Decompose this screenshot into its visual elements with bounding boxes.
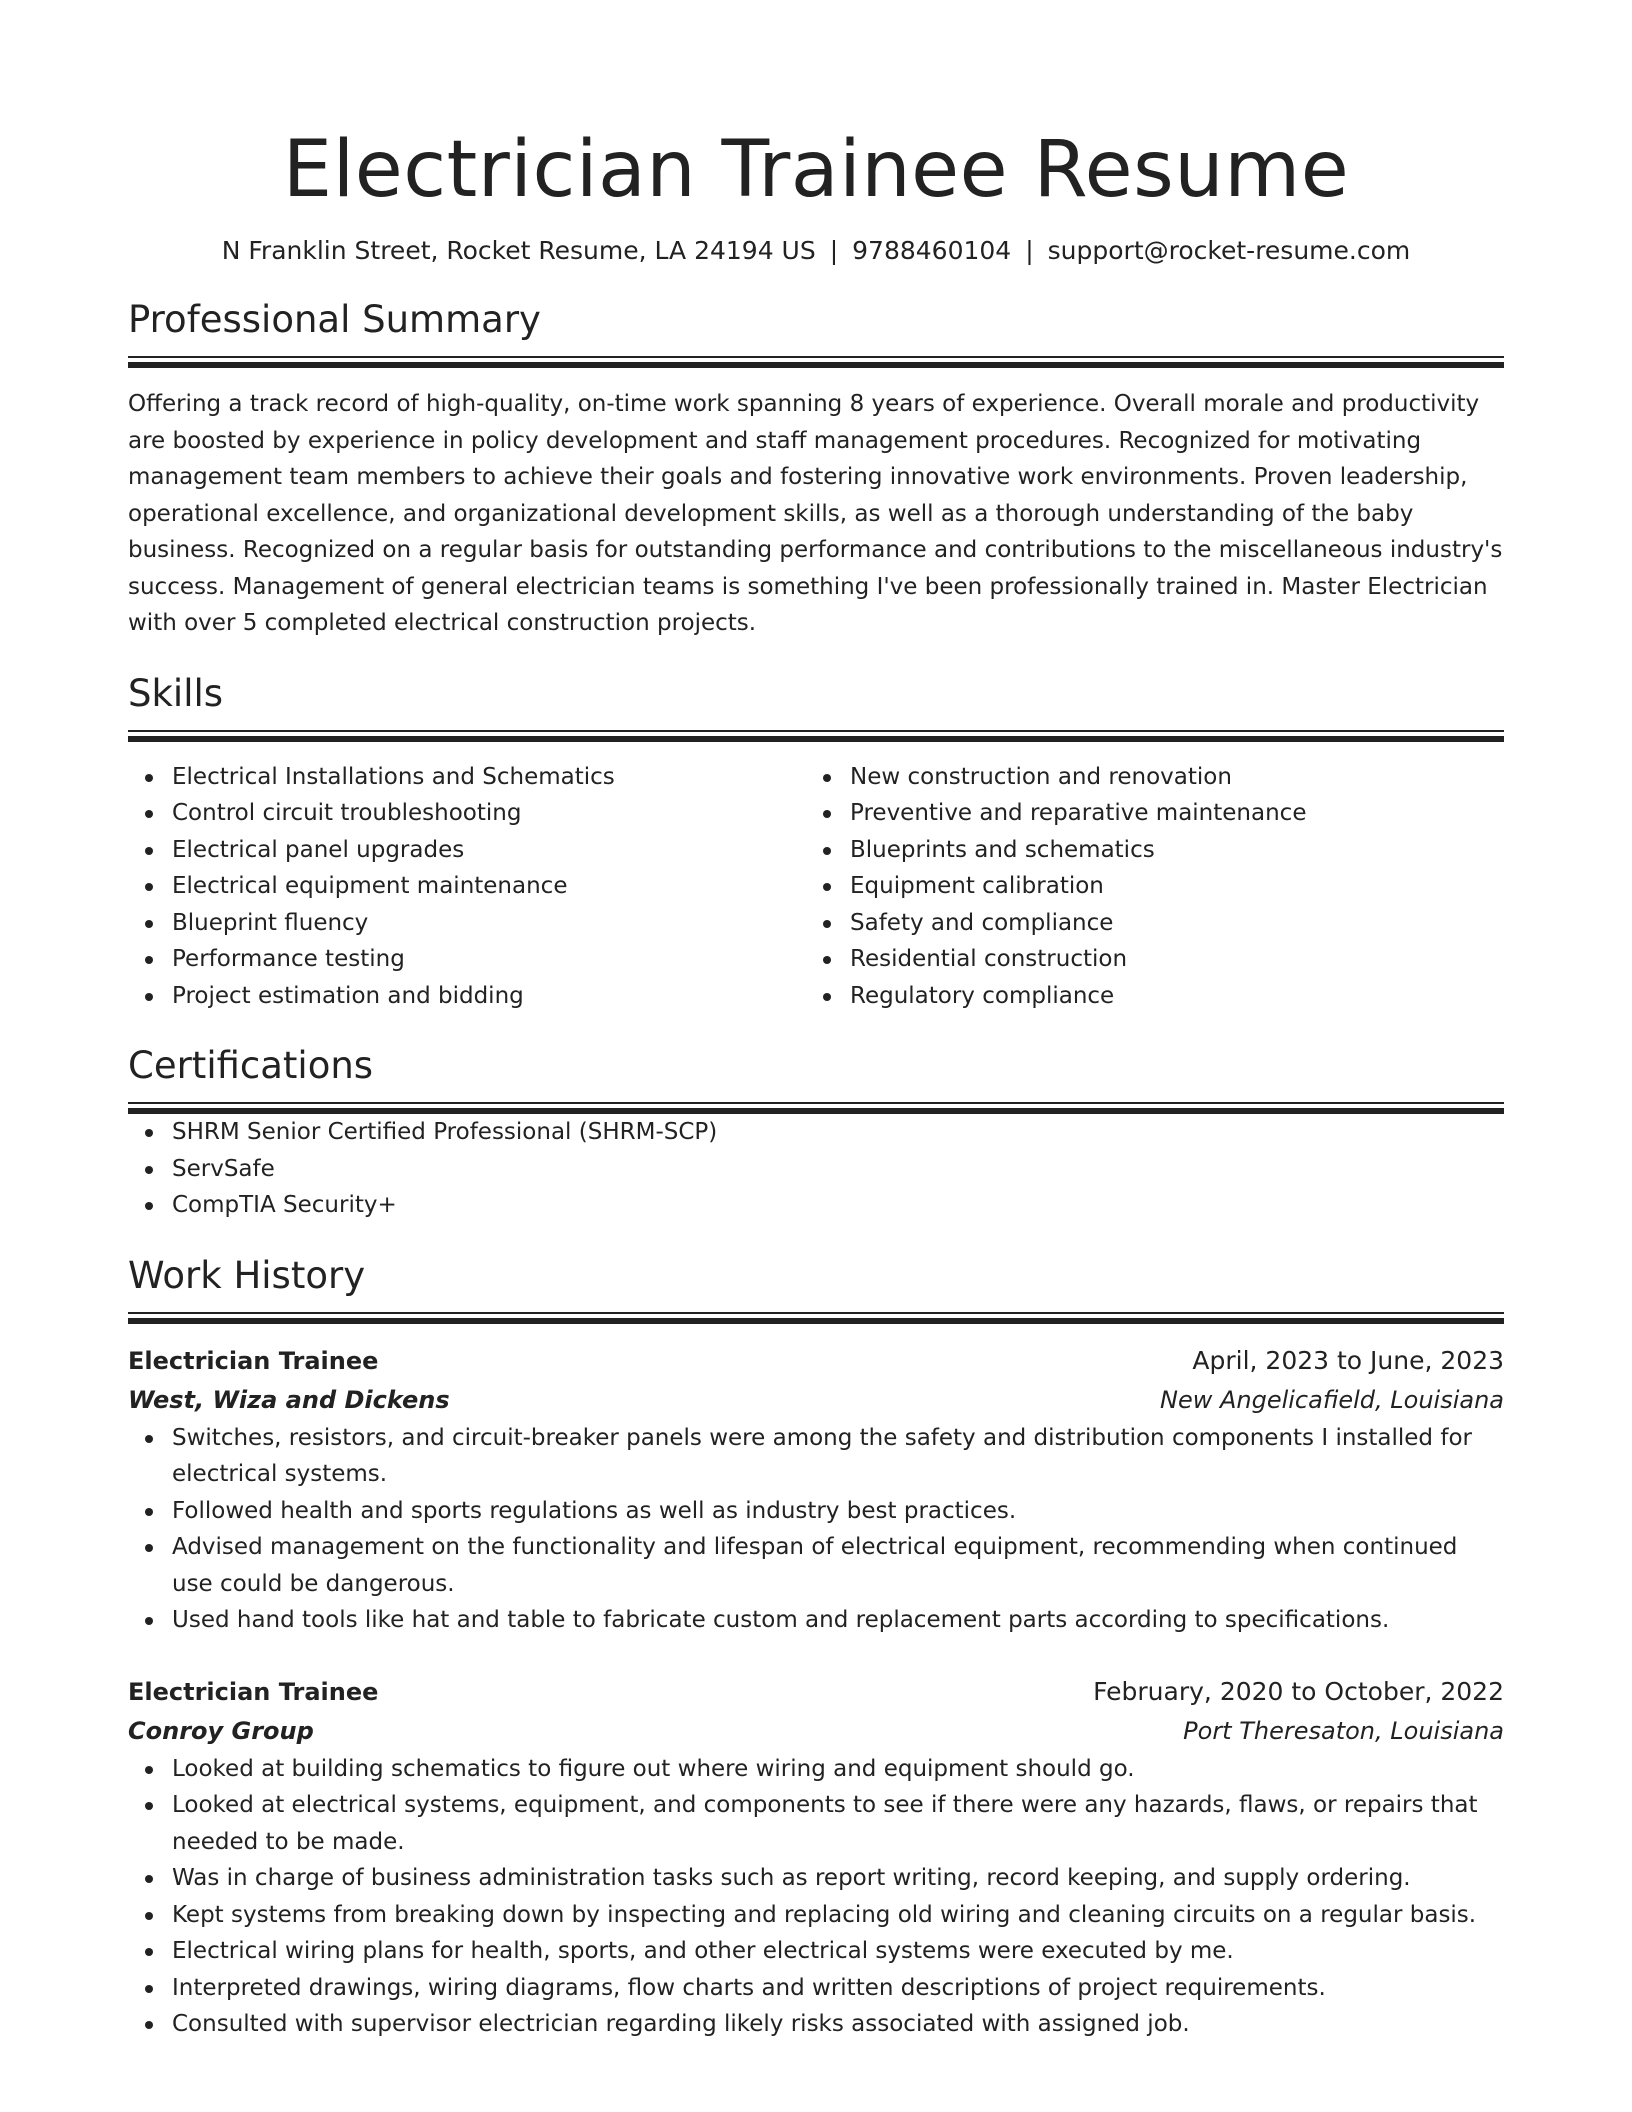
job-bullet-list xyxy=(128,1420,1504,1639)
skill-item: Project estimation and bidding xyxy=(172,978,806,1015)
section-divider xyxy=(128,1312,1504,1324)
skills-grid xyxy=(128,759,1504,1015)
job-location: New Angelicafield, Louisiana xyxy=(1159,1385,1504,1414)
contact-phone: 9788460104 xyxy=(852,236,1012,265)
skills-list-left xyxy=(128,759,806,1015)
certification-item: SHRM Senior Certified Professional (SHRM-SCP) xyxy=(172,1114,1504,1151)
job-header-row xyxy=(128,1673,1504,1711)
skills-column-left xyxy=(128,759,806,1015)
job-bullet: Kept systems from breaking down by inspecting and replacing old wiring and cleaning circuits on a regular basis. xyxy=(172,1897,1504,1934)
job-bullet: Electrical wiring plans for health, sports, and other electrical systems were executed by me. xyxy=(172,1933,1504,1970)
skill-item: Blueprint fluency xyxy=(172,905,806,942)
skill-item: Electrical Installations and Schematics xyxy=(172,759,806,796)
job-bullet: Was in charge of business administration tasks such as report writing, record keeping, and supply ordering. xyxy=(172,1860,1504,1897)
job-entry xyxy=(128,1673,1504,2043)
resume-title: Electrician Trainee Resume xyxy=(282,125,1350,215)
job-bullet: Interpreted drawings, wiring diagrams, flow charts and written descriptions of project requirements. xyxy=(172,1970,1504,2007)
skill-item: Electrical equipment maintenance xyxy=(172,868,806,905)
certifications-section xyxy=(128,1042,1504,1224)
skills-list-right xyxy=(806,759,1504,1015)
contact-separator: | xyxy=(829,236,839,265)
job-company-row xyxy=(128,1711,1504,1751)
job-location: Port Theresaton, Louisiana xyxy=(1183,1716,1504,1745)
skills-section xyxy=(128,670,1504,1015)
skill-item: Safety and compliance xyxy=(850,905,1504,942)
job-header-row xyxy=(128,1342,1504,1380)
section-divider xyxy=(128,730,1504,742)
section-title-skills: Skills xyxy=(128,671,224,715)
job-dates: February, 2020 to October, 2022 xyxy=(1093,1676,1504,1706)
skill-item: Blueprints and schematics xyxy=(850,832,1504,869)
contact-separator: | xyxy=(1025,236,1034,265)
job-bullet: Switches, resistors, and circuit-breaker panels were among the safety and distribution components I installed for electrical systems. xyxy=(172,1420,1504,1493)
work-history-section xyxy=(128,1252,1504,2043)
job-dates: April, 2023 to June, 2023 xyxy=(1192,1345,1504,1375)
section-title-summary: Professional Summary xyxy=(128,298,541,341)
job-bullet: Consulted with supervisor electrician regarding likely risks associated with assigned job. xyxy=(172,2006,1504,2043)
job-bullet: Used hand tools like hat and table to fabricate custom and replacement parts according to specifications. xyxy=(172,1602,1504,1639)
job-bullet: Followed health and sports regulations as well as industry best practices. xyxy=(172,1493,1504,1530)
skill-item: Residential construction xyxy=(850,941,1504,978)
certifications-list xyxy=(128,1114,1504,1224)
job-title: Electrician Trainee xyxy=(128,1677,379,1706)
skill-item: Performance testing xyxy=(172,941,806,978)
job-entry xyxy=(128,1342,1504,1639)
contact-address: N Franklin Street, Rocket Resume, LA 24194 US xyxy=(221,236,816,265)
certification-item: ServSafe xyxy=(172,1151,1504,1188)
skill-item: Control circuit troubleshooting xyxy=(172,795,806,832)
summary-text: Offering a track record of high-quality, on-time work spanning 8 years of experience. Overall morale and productivity are boosted by experience in policy development and staff management procedures. Recognized for motivating management team members to achieve their goals and fostering innovative work environments. Proven leadership, operational excellence, and organizational development skills, as well as a thorough understanding of the baby business. Recognized on a regular basis for outstanding performance and contributions to the miscellaneous industry's success. Management of general electrician teams is something I've been professionally trained in. Master Electrician with over 5 completed electrical construction projects. xyxy=(128,391,1503,636)
skill-item: New construction and renovation xyxy=(850,759,1504,796)
summary-section xyxy=(128,296,1504,642)
section-title-work-history: Work History xyxy=(128,1253,366,1297)
skill-item: Preventive and reparative maintenance xyxy=(850,795,1504,832)
job-bullet: Looked at electrical systems, equipment, and components to see if there were any hazards, flaws, or repairs that needed to be made. xyxy=(172,1787,1504,1860)
skill-item: Equipment calibration xyxy=(850,868,1504,905)
contact-line xyxy=(128,234,1504,268)
job-bullet: Looked at building schematics to figure out where wiring and equipment should go. xyxy=(172,1751,1504,1788)
job-bullet: Advised management on the functionality and lifespan of electrical equipment, recommending when continued use could be dangerous. xyxy=(172,1529,1504,1602)
job-company: West, Wiza and Dickens xyxy=(128,1385,450,1414)
skill-item: Electrical panel upgrades xyxy=(172,832,806,869)
job-bullet-list xyxy=(128,1751,1504,2043)
section-divider xyxy=(128,356,1504,368)
section-title-certifications: Certifications xyxy=(128,1044,374,1087)
job-company: Conroy Group xyxy=(128,1716,314,1745)
certification-item: CompTIA Security+ xyxy=(172,1187,1504,1224)
contact-email: support@rocket-resume.com xyxy=(1047,236,1411,265)
skill-item: Regulatory compliance xyxy=(850,978,1504,1015)
job-company-row xyxy=(128,1380,1504,1420)
job-title: Electrician Trainee xyxy=(128,1346,379,1375)
section-divider xyxy=(128,1102,1504,1114)
skills-column-right xyxy=(806,759,1504,1015)
